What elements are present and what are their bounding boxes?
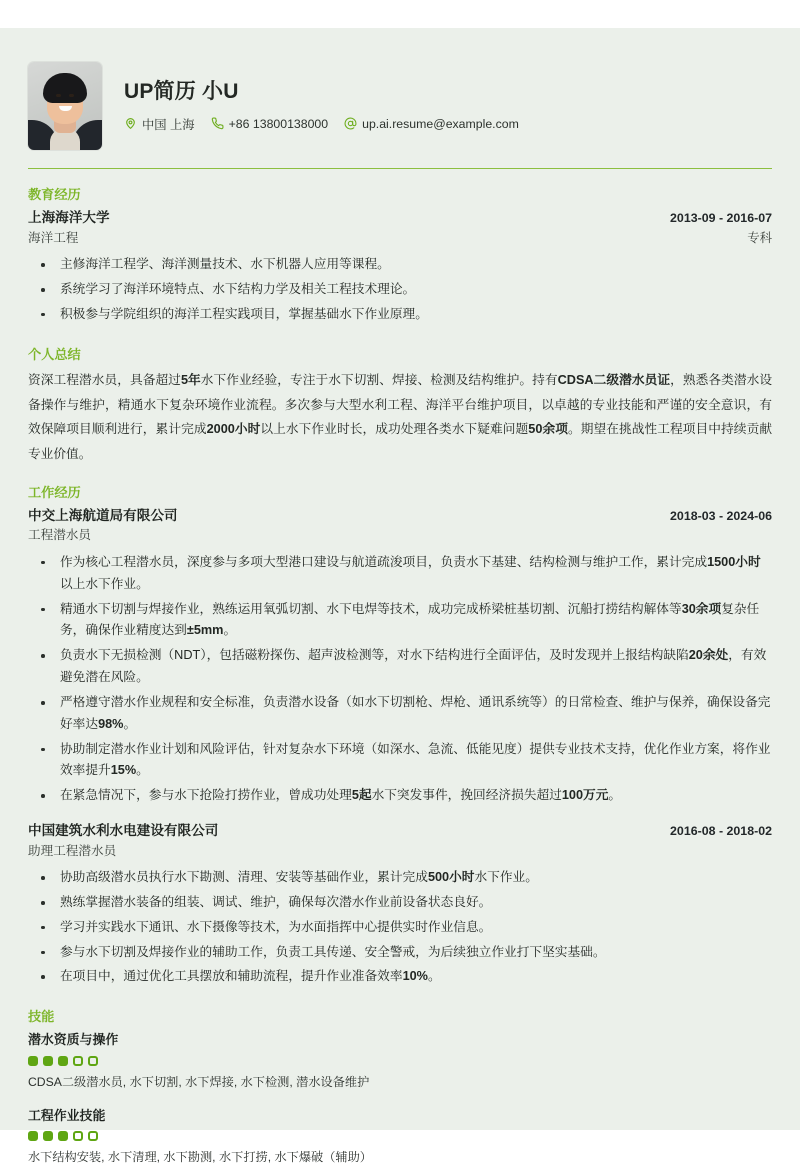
bullet-item: 系统学习了海洋环境特点、水下结构力学及相关工程技术理论。 — [28, 279, 772, 301]
skill-group-detail: 水下结构安装, 水下清理, 水下勘测, 水下打捞, 水下爆破（辅助） — [28, 1150, 372, 1165]
bullet-item: 在紧急情况下，参与水下抢险打捞作业，曾成功处理5起水下突发事件，挽回经济损失超过100万元。 — [28, 785, 772, 807]
skill-dot-filled — [43, 1056, 53, 1066]
section-education — [28, 169, 772, 326]
skill-dot-empty — [73, 1131, 83, 1141]
skill-dot-filled — [58, 1131, 68, 1141]
avatar-mouth — [59, 106, 72, 111]
education-bullets — [28, 254, 772, 326]
section-title-skills: 技能 — [28, 1009, 55, 1025]
resume-header — [28, 28, 772, 168]
contact-email-text: up.ai.resume@example.com — [362, 116, 519, 131]
bullet-item: 主修海洋工程学、海洋测量技术、水下机器人应用等课程。 — [28, 254, 772, 276]
contact-email — [344, 117, 519, 131]
skill-level-dots — [28, 1056, 772, 1066]
resume-page — [0, 28, 800, 1165]
skill-dot-filled — [43, 1131, 53, 1141]
education-entry — [28, 208, 772, 325]
work-entry-head — [28, 821, 772, 841]
summary-paragraph: 资深工程潜水员，具备超过5年水下作业经验，专注于水下切割、焊接、检测及结构维护。持有CDSA二级潜水员证，熟悉各类潜水设备操作与维护，精通水下复杂环境作业流程。多次参与大型水利工程、海洋平台维护项目，以卓越的专业技能和严谨的安全意识，有效保障项目顺利进行，累计完成2000小时以上水下作业时长，成功处理各类水下疑难问题50余项。期望在挑战性工程项目中持续贡献专业价值。 — [28, 372, 773, 462]
skill-group-detail: CDSA二级潜水员, 水下切割, 水下焊接, 水下检测, 潜水设备维护 — [28, 1075, 370, 1090]
contact-location-text: 中国 上海 — [142, 117, 195, 132]
work-role: 工程潜水员 — [28, 528, 91, 543]
section-work — [28, 467, 772, 988]
skill-dot-filled — [58, 1056, 68, 1066]
bullet-item: 协助高级潜水员执行水下勘测、清理、安装等基础作业，累计完成500小时水下作业。 — [28, 867, 772, 889]
work-entry-head — [28, 506, 772, 526]
location-pin-icon — [124, 117, 137, 130]
work-company: 中交上海航道局有限公司 — [28, 507, 178, 523]
skill-dot-empty — [73, 1056, 83, 1066]
phone-icon — [211, 117, 224, 130]
bullet-item: 熟练掌握潜水装备的组装、调试、维护，确保每次潜水作业前设备状态良好。 — [28, 892, 772, 914]
bullet-item: 负责水下无损检测（NDT），包括磁粉探伤、超声波检测等，对水下结构进行全面评估，及时发现并上报结构缺陷20余处，有效避免潜在风险。 — [28, 645, 772, 689]
bullet-item: 协助制定潜水作业计划和风险评估，针对复杂水下环境（如深水、急流、低能见度）提供专业技术支持，优化作业方案，将作业效率提升15%。 — [28, 739, 772, 783]
education-major: 海洋工程 — [28, 230, 79, 245]
bullet-item: 作为核心工程潜水员，深度参与多项大型港口建设与航道疏浚项目，负责水下基建、结构检测与维护工作，累计完成1500小时以上水下作业。 — [28, 552, 772, 596]
candidate-name: UP简历 小U — [124, 80, 239, 104]
education-sub-row — [28, 229, 772, 249]
contact-phone — [211, 117, 329, 131]
bullet-item: 严格遵守潜水作业规程和安全标准，负责潜水设备（如水下切割枪、焊枪、通讯系统等）的日常检查、维护与保养，确保设备完好率达98%。 — [28, 692, 772, 736]
skill-dot-empty — [88, 1131, 98, 1141]
avatar-eye-right — [69, 94, 74, 97]
skill-group — [28, 1106, 772, 1168]
skill-group-name: 工程作业技能 — [28, 1107, 106, 1123]
bullet-item: 学习并实践水下通讯、水下摄像等技术，为水面指挥中心提供实时作业信息。 — [28, 917, 772, 939]
contact-list — [124, 115, 772, 133]
section-title-education: 教育经历 — [28, 187, 81, 202]
skill-dot-empty — [88, 1056, 98, 1066]
work-bullets — [28, 552, 772, 807]
bullet-item: 在项目中，通过优化工具摆放和辅助流程，提升作业准备效率10%。 — [28, 966, 772, 988]
education-entry-head — [28, 208, 772, 228]
work-dates: 2018-03 - 2024-06 — [670, 508, 772, 523]
section-skills — [28, 991, 772, 1167]
education-degree: 专科 — [747, 230, 772, 245]
skill-group — [28, 1030, 772, 1092]
work-entry — [28, 506, 772, 807]
contact-location — [124, 115, 195, 133]
skill-dot-filled — [28, 1131, 38, 1141]
avatar — [28, 62, 102, 150]
header-text-block — [124, 79, 772, 132]
work-company: 中国建筑水利水电建设有限公司 — [28, 823, 219, 839]
work-role: 助理工程潜水员 — [28, 843, 117, 858]
work-entry — [28, 821, 772, 988]
skill-dot-filled — [28, 1056, 38, 1066]
section-title-work: 工作经历 — [28, 484, 81, 500]
work-bullets — [28, 867, 772, 988]
bullet-item: 参与水下切割及焊接作业的辅助工作，负责工具传递、安全警戒，为后续独立作业打下坚实基础。 — [28, 942, 772, 964]
section-title-summary: 个人总结 — [28, 346, 81, 362]
bullet-item: 精通水下切割与焊接作业，熟练运用氧弧切割、水下电焊等技术，成功完成桥梁桩基切割、沉船打捞结构解体等30余项复杂任务，确保作业精度达到±5mm。 — [28, 599, 772, 643]
skill-group-name: 潜水资质与操作 — [28, 1032, 119, 1048]
education-school: 上海海洋大学 — [28, 210, 110, 226]
contact-phone-text: +86 13800138000 — [228, 116, 329, 131]
education-dates: 2013-09 - 2016-07 — [670, 211, 772, 226]
section-summary — [28, 329, 772, 467]
email-at-icon — [344, 117, 357, 130]
bullet-item: 积极参与学院组织的海洋工程实践项目，掌握基础水下作业原理。 — [28, 304, 772, 326]
skill-level-dots — [28, 1131, 772, 1141]
work-dates: 2016-08 - 2018-02 — [670, 824, 772, 839]
avatar-eye-left — [56, 94, 61, 97]
avatar-hair — [43, 73, 87, 103]
